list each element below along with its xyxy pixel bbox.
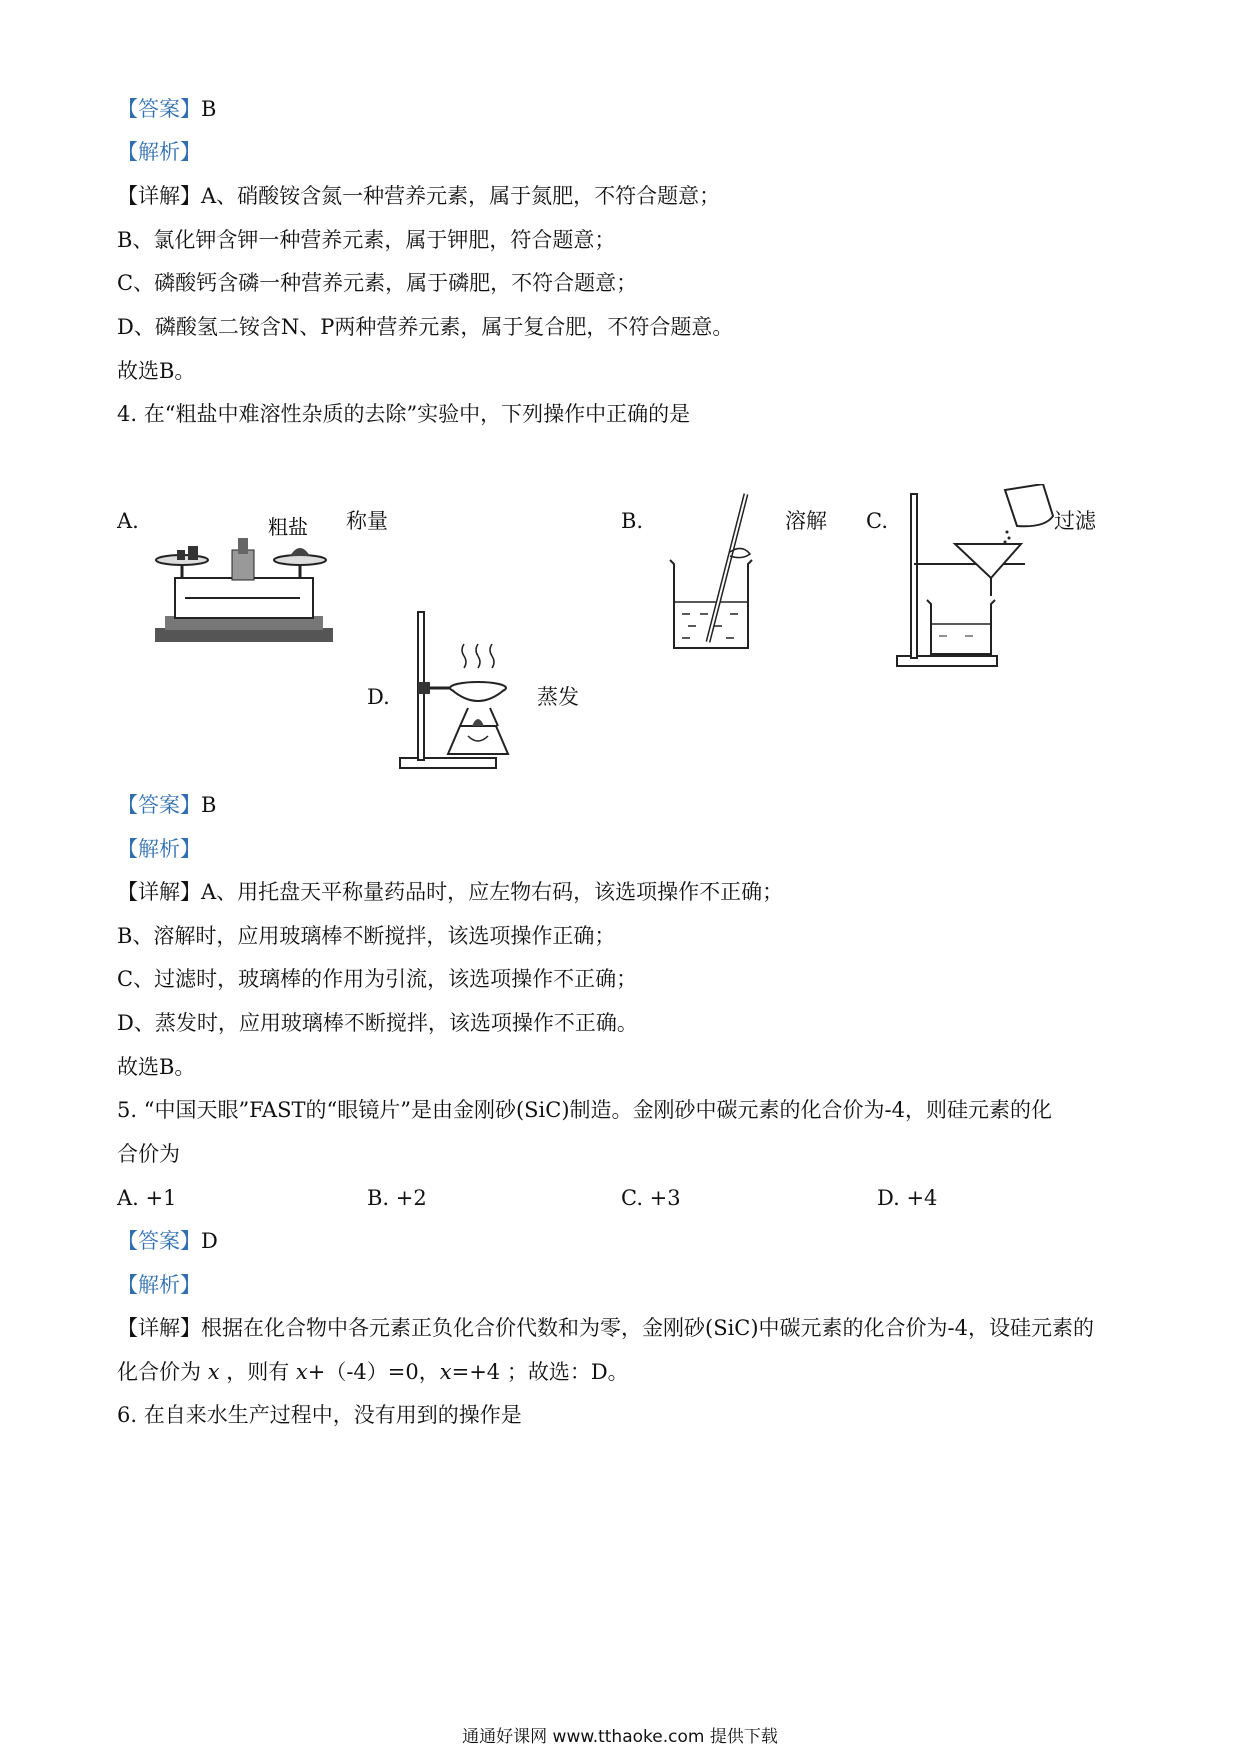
q5-stem-line-2: 合价为	[117, 1142, 180, 1166]
page-footer: 通通好课网 www.tthaoke.com 提供下载	[462, 1727, 778, 1747]
q5-option-a: A. +1	[117, 1186, 177, 1210]
q4-stem: 4. 在“粗盐中难溶性杂质的去除”实验中，下列操作中正确的是	[117, 402, 691, 426]
q4-option-b-label: 溶解	[785, 509, 827, 533]
figure-label-salt: 粗盐	[268, 515, 308, 539]
detail-text: 化合价为	[117, 1360, 208, 1384]
q4-detail-d: D、蒸发时，应用玻璃棒不断搅拌，该选项操作不正确。	[117, 1011, 638, 1035]
q5-detail-line-2	[117, 1359, 629, 1385]
q4-option-b-letter: B.	[621, 509, 644, 533]
q5-answer	[117, 1228, 218, 1254]
q4-detail-c: C、过滤时，玻璃棒的作用为引流，该选项操作不正确；	[117, 967, 638, 991]
q3-detail-b: B、氯化钾含钾一种营养元素，属于钾肥，符合题意；	[117, 228, 616, 252]
detail-tag: 【详解】	[117, 1316, 201, 1340]
filtration-figure	[895, 484, 1075, 670]
q3-analysis	[117, 139, 201, 165]
q5-analysis	[117, 1272, 201, 1298]
variable-x: x	[439, 1360, 452, 1384]
q4-option-c-label: 过滤	[1054, 509, 1096, 533]
q4-option-d-label: 蒸发	[537, 685, 579, 709]
variable-x: x	[295, 1360, 308, 1384]
q4-option-c-letter: C.	[866, 509, 888, 533]
q3-detail-d: D、磷酸氢二铵含N、P两种营养元素，属于复合肥，不符合题意。	[117, 315, 734, 339]
q3-answer	[117, 96, 216, 122]
detail-text: =+4 ；故选：D。	[451, 1360, 629, 1384]
analysis-tag: 【解析】	[117, 1273, 201, 1297]
q3-detail-c: C、磷酸钙含磷一种营养元素，属于磷肥，不符合题意；	[117, 271, 638, 295]
q5-option-c: C. +3	[621, 1186, 681, 1210]
answer-value: D	[201, 1229, 218, 1253]
q5-option-d: D. +4	[877, 1186, 938, 1210]
q5-option-b: B. +2	[367, 1186, 427, 1210]
q4-detail-b: B、溶解时，应用玻璃棒不断搅拌，该选项操作正确；	[117, 924, 616, 948]
detail-line: A、用托盘天平称量药品时，应左物右码，该选项操作不正确；	[201, 880, 784, 904]
analysis-tag: 【解析】	[117, 140, 201, 164]
detail-text: ，则有	[219, 1360, 296, 1384]
beaker-stir-figure	[660, 490, 770, 660]
q5-stem-line-1: 5. “中国天眼”FAST的“眼镜片”是由金刚砂(SiC)制造。金刚砂中碳元素的化合价为-4，则硅元素的化	[117, 1098, 1052, 1122]
variable-x: x	[207, 1360, 220, 1384]
answer-value: B	[201, 793, 217, 817]
q5-detail-line-1	[117, 1315, 1094, 1341]
answer-tag: 【答案】	[117, 1229, 201, 1253]
q4-detail-a	[117, 879, 783, 905]
detail-tag: 【详解】	[117, 880, 201, 904]
q3-conclusion: 故选B。	[117, 359, 196, 383]
detail-text: +（-4）=0，	[307, 1360, 440, 1384]
q4-option-a-letter: A.	[117, 509, 139, 533]
q4-conclusion: 故选B。	[117, 1055, 196, 1079]
q4-option-a-label: 称量	[346, 509, 388, 533]
analysis-tag: 【解析】	[117, 837, 201, 861]
q3-detail-a	[117, 183, 720, 209]
q4-analysis	[117, 836, 201, 862]
detail-line: 根据在化合物中各元素正负化合价代数和为零，金刚砂(SiC)中碳元素的化合价为-4，设硅元素的	[201, 1316, 1095, 1340]
balance-figure	[150, 510, 340, 660]
answer-tag: 【答案】	[117, 793, 201, 817]
q4-answer	[117, 792, 216, 818]
answer-tag: 【答案】	[117, 97, 201, 121]
detail-line: A、硝酸铵含氮一种营养元素，属于氮肥，不符合题意；	[201, 184, 721, 208]
q4-option-d-letter: D.	[367, 685, 390, 709]
q6-stem: 6. 在自来水生产过程中，没有用到的操作是	[117, 1403, 522, 1427]
detail-tag: 【详解】	[117, 184, 201, 208]
answer-value: B	[201, 97, 217, 121]
evaporation-figure	[398, 608, 528, 774]
